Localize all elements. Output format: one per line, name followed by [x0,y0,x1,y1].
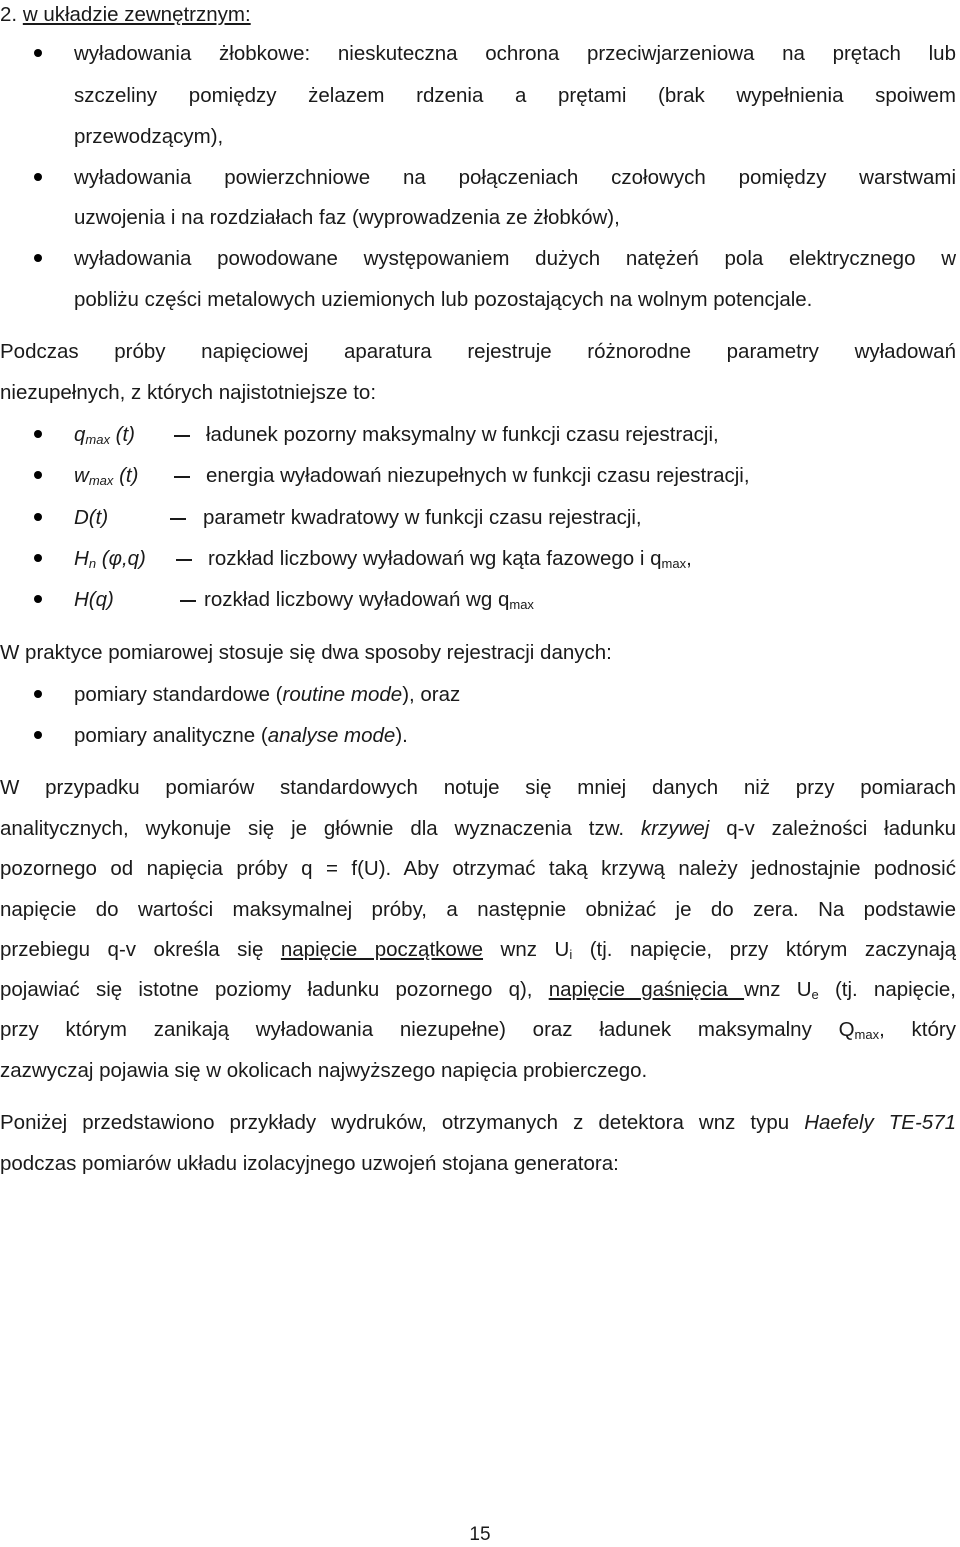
param-description: rozkład liczbowy wyładowań wg $q_{max}$ [204,588,534,612]
list-item-line: pomiary analityczne (analyse mode). [74,724,408,747]
paragraph-line: zazwyczaj pojawia się w okolicach najwyższego napięcia probierczego. [0,1059,648,1082]
param-description: energia wyładowań niezupełnych w funkcji czasu rejestracji, [206,464,750,487]
bullet-icon [34,173,42,181]
list-item-line: uzwojenia i na rozdziałach faz (wyprowadzenia ze żłobków), [74,206,620,229]
section-heading [0,2,251,28]
bullet-icon [34,554,42,562]
list-item-line: szczeliny pomiędzy żelazem rdzenia a prętami (brak wypełnienia spoiwem [74,84,956,107]
section-title: w układzie zewnętrznym: [22,3,251,26]
paragraph-line: niezupełnych, z których najistotniejsze to: [0,381,377,404]
bullet-icon [34,595,42,603]
param-symbol: H(q) [74,588,114,611]
bullet-icon [34,49,42,57]
param-description: rozkład liczbowy wyładowań wg kąta fazowego i $q_{max}$, [208,547,692,571]
param-description: parametr kwadratowy w funkcji czasu rejestracji, [203,506,642,529]
paragraph-line: przebiegu q-v określa się napięcie początkowe wnz $U_i$ (tj. napięcie, przy którym zaczynają [0,938,956,962]
paragraph-line: przy którym zanikają wyładowania niezupełne) oraz ładunek maksymalny $Q_{max}$, który [0,1018,956,1042]
param-symbol: wmax (t) [74,464,139,488]
param-description: ładunek pozorny maksymalny w funkcji czasu rejestracji, [206,423,719,446]
bullet-icon [34,690,42,698]
dash-separator [176,559,192,561]
list-item-line: wyładowania powodowane występowaniem dużych natężeń pola elektrycznego w [74,247,956,270]
paragraph-line: podczas pomiarów układu izolacyjnego uzwojeń stojana generatora: [0,1152,619,1175]
list-item-line: wyładowania żłobkowe: nieskuteczna ochrona przeciwjarzeniowa na prętach lub [74,42,956,65]
param-symbol: qmax (t) [74,423,136,447]
list-item-line: wyładowania powierzchniowe na połączeniach czołowych pomiędzy warstwami [74,166,956,189]
dash-separator [174,476,190,478]
bullet-icon [34,430,42,438]
paragraph-line: pozornego od napięcia próby q = f(U). Aby otrzymać taką krzywą należy jednostajnie podnosić [0,857,956,880]
paragraph-line: W przypadku pomiarów standardowych notuje się mniej danych niż przy pomiarach [0,776,956,799]
dash-separator [174,435,190,437]
bullet-icon [34,513,42,521]
list-item-line: przewodzącym), [74,125,224,148]
paragraph-line: Podczas próby napięciowej aparatura rejestruje różnorodne parametry wyładowań [0,340,956,363]
paragraph-line: W praktyce pomiarowej stosuje się dwa sposoby rejestracji danych: [0,641,612,664]
page-number: 15 [469,1524,491,1545]
paragraph-line: pojawiać się istotne poziomy ładunku pozornego q), napięcie gaśnięcia wnz $U_e$ (tj. napięcie, [0,978,956,1002]
paragraph-line: napięcie do wartości maksymalnej próby, a następnie obniżać je do zera. Na podstawie [0,898,956,921]
paragraph-line: Poniżej przedstawiono przykłady wydruków, otrzymanych z detektora wnz typu Haefely TE-571 [0,1111,956,1134]
bullet-icon [34,254,42,262]
bullet-icon [34,471,42,479]
bullet-icon [34,731,42,739]
param-symbol: Hn (φ,q) [74,547,146,571]
dash-separator [170,518,186,520]
list-item-line: pomiary standardowe (routine mode), oraz [74,683,461,706]
paragraph-line: analitycznych, wykonuje się je głównie dla wyznaczenia tzw. krzywej q-v zależności ładunku [0,817,956,840]
list-item-line: pobliżu części metalowych uziemionych lub pozostających na wolnym potencjale. [74,288,813,311]
param-symbol: D(t) [74,506,109,529]
dash-separator [180,600,196,602]
section-number: 2. [0,3,18,26]
